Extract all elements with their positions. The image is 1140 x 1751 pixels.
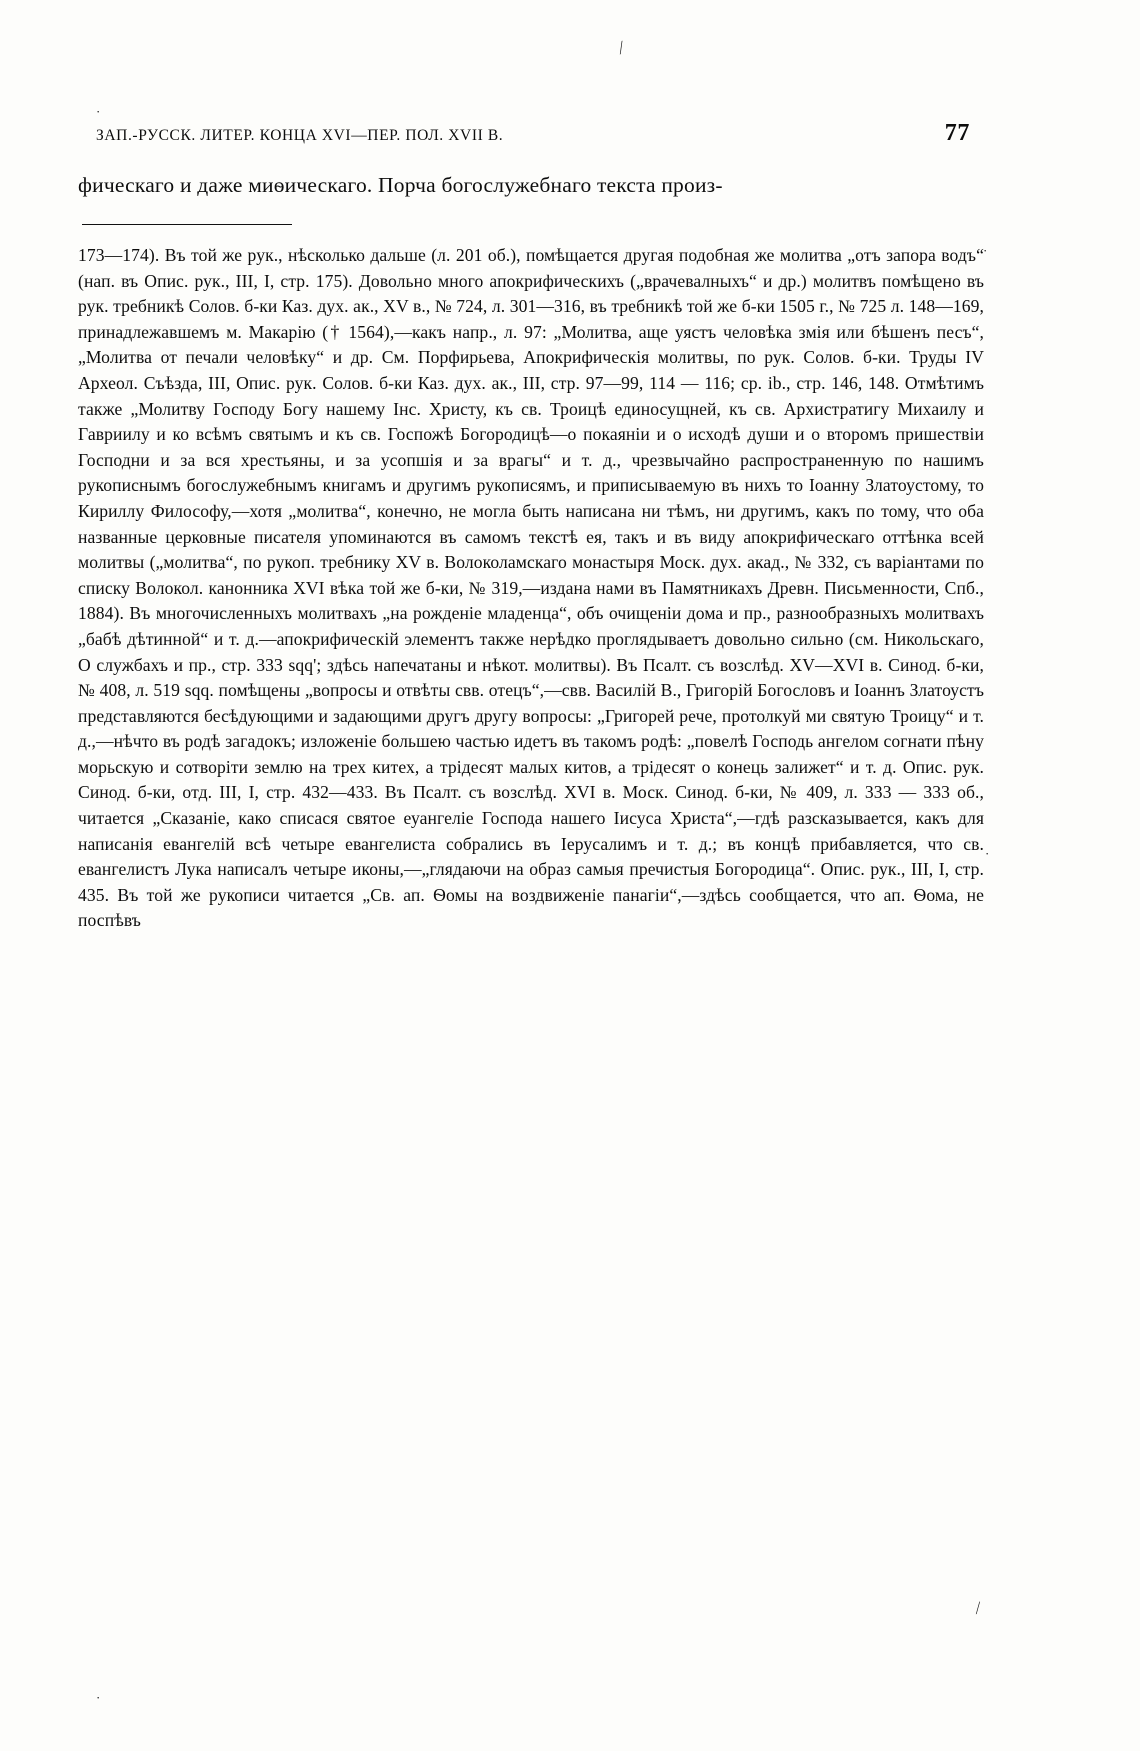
footnote-rule xyxy=(82,224,292,225)
running-head-title: ЗАП.-РУССК. ЛИТЕР. КОНЦА XVI—ПЕР. ПОЛ. XVII В. xyxy=(96,127,504,144)
footnote-paragraph: 173—174). Въ той же рук., нѣсколько дальше (л. 201 об.), помѣщается другая подобная же молитва „отъ запора водъ“ (нап. въ Опис. рук., III, I, стр. 175). Довольно много апокрифическихъ („врачевалныхъ“ и др.) молитвъ помѣщено въ рук. требникѣ Солов. б-ки Каз. дух. ак., XV в., № 724, л. 301—316, въ требникѣ той же б-ки 1505 г., № 725 л. 148—169, принадлежавшемъ м. Макарію († 1564),—какъ напр., л. 97: „Молитва, аще уястъ человѣка змія или бѣшенъ песъ“, „Молитва от печали человѣку“ и др. См. Порфирьева, Апокрифическія молитвы, по рук. Солов. б-ки. Труды IV Археол. Съѣзда, III, Опис. рук. Солов. б-ки Каз. дух. ак., III, стр. 97—99, 114 — 116; ср. ib., стр. 146, 148. Отмѣтимъ также „Молитву Господу Богу нашему Інс. Христу, къ св. Троицѣ единосущней, къ св. Архистратигу Михаилу и Гавриилу и ко всѣмъ святымъ и къ св. Госпожѣ Богородицѣ—о покаяніи и о исходѣ души и о второмъ пришествіи Господни и за вся хрестьяны, и за усопшія и за врагы“ и т. д., чрезвычайно распространенную по нашимъ рукописнымъ богослужебнымъ книгамъ и другимъ рукописямъ, и приписываемую въ нихъ то Іоанну Златоустому, то Кириллу Философу,—хотя „молитва“, конечно, не могла быть написана ни тѣмъ, ни другимъ, какъ по тому, что оба названные церковные писателя упоминаются въ самомъ текстѣ ея, такъ и въ виду апокрифическаго оттѣнка всей молитвы („молитва“, по рукоп. требнику XV в. Волоколамскаго монастыря Моск. дух. акад., № 332, съ варіантами по списку Волокол. канонника XVI вѣка той же б-ки, № 319,—издана нами въ Памятникахъ Древн. Письменности, Спб., 1884). Въ многочисленныхъ молитвахъ „на рожденіе младенца“, объ очищеніи дома и пр., разнообразныхъ молитвахъ „бабѣ дѣтинной“ и т. д.—апокрифическій элементъ также нерѣдко проглядываетъ довольно сильно (см. Никольскаго, О службахъ и пр., стр. 333 sqq'; здѣсь напечатаны и нѣкот. молитвы). Въ Псалт. съ возслѣд. XV—XVI в. Синод. б-ки, № 408, л. 519 sqq. помѣщены „вопросы и отвѣты свв. отецъ“,—свв. Василій В., Григорій Богословъ и Іоаннъ Златоустъ представляются бесѣдующими и задающими другъ другу вопросы: „Григорей рече, протолкуй ми святую Троицу“ и т. д.,—нѣчто въ родѣ загадокъ; изложеніе большею частью идетъ въ такомъ родѣ: „повелѣ Господь ангелом согнати пѣну морьскую и сотворіти землю на трех китех, а трідесят малых китов, а трідесят о конець залижет“ и т. д. Опис. рук. Синод. б-ки, отд. III, I, стр. 432—433. Въ Псалт. съ возслѣд. XVI в. Моск. Синод. б-ки, № 409, л. 333 — 333 об., читается „Сказаніе, како списася святое еуангеліе Господа нашего Іисуса Христа“,—гдѣ разсказывается, какъ для написанія евангелій всѣ четыре евангелиста собрались въ Іерусалимъ и т. д.; въ концѣ прибавляется, что св. евангелистъ Лука написалъ четыре иконы,—„глядаючи на образ самыя пречистыя Богородица“. Опис. рук., III, I, стр. 435. Въ той же рукописи читается „Св. ап. Ѳомы на воздвиженіе панагіи“,—здѣсь сообщается, что ап. Ѳома, не поспѣвъ xyxy=(78,245,985,931)
catchline-text: фическаго и даже миѳическаго. Порча богослужебнаго текста произ- xyxy=(78,173,723,197)
page-number: 77 xyxy=(944,120,970,146)
footnote-body xyxy=(78,243,984,934)
scan-mark-bottom: ⁄ xyxy=(974,1600,983,1617)
scan-mark-left-dot: · xyxy=(96,104,101,119)
scan-mark-right-dot: · xyxy=(983,243,988,258)
running-head xyxy=(96,120,984,147)
scan-mark-bottom-dot: · xyxy=(96,1690,101,1705)
scan-mark-right-dot-2: · xyxy=(985,846,990,861)
scan-mark-top: ⁄ xyxy=(615,38,627,57)
text-block xyxy=(78,120,984,934)
